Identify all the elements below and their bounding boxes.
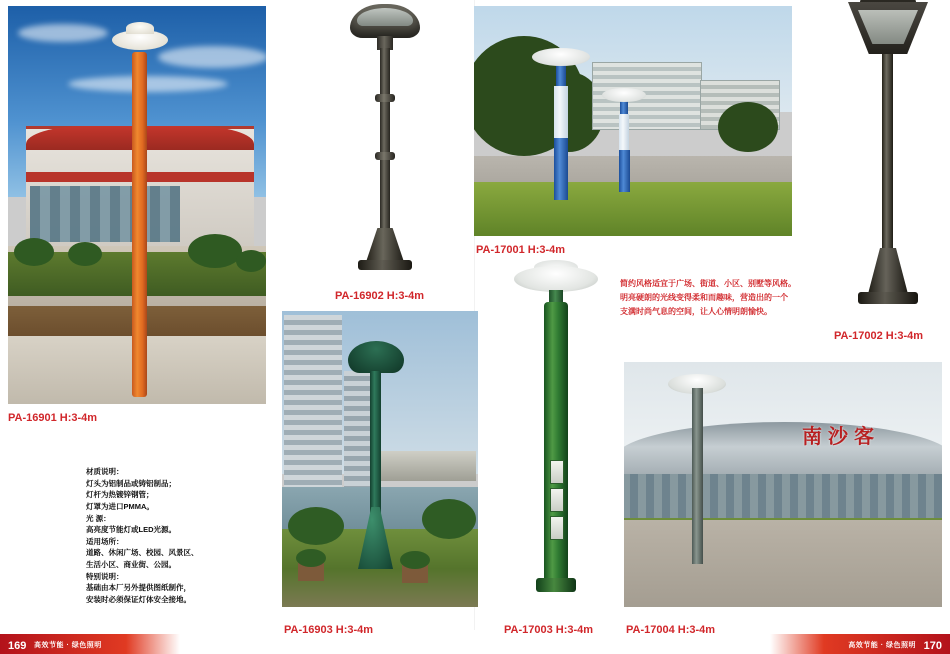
product-photo-pa-16903 xyxy=(282,311,478,607)
apartment-tower xyxy=(344,371,370,491)
cloud xyxy=(158,46,266,68)
pole-ring xyxy=(375,94,395,102)
usage-line-2: 生活小区、商业街、公园。 xyxy=(86,560,176,569)
cloud xyxy=(18,24,108,42)
lamp-base xyxy=(868,248,908,294)
lamp-head-disc xyxy=(532,48,590,66)
page-number-right: 170 xyxy=(923,640,942,652)
usage-title: 适用场所： xyxy=(86,536,124,546)
tree xyxy=(288,507,344,545)
lamp-dome xyxy=(126,22,154,34)
page-footer xyxy=(0,630,950,654)
apartment-tower xyxy=(284,315,342,493)
lamp-base xyxy=(366,228,404,262)
caption-text: PA-17001 H:3-4m xyxy=(476,244,566,256)
product-photo-pa-16901 xyxy=(8,6,266,404)
lamp-pole xyxy=(380,48,390,230)
lamp-pole-lower xyxy=(554,138,568,200)
special-note-line-1: 基础由本厂另外提供图纸制作， xyxy=(86,583,191,593)
product-drawing-pa-17002 xyxy=(832,2,944,320)
lamp-head-disc xyxy=(602,88,646,102)
material-line-2: 灯杆为热镀锌钢管； xyxy=(86,490,154,500)
description-line-3: 支满时尚气息的空间，让人心情明朗愉快。 xyxy=(620,307,772,316)
shrub xyxy=(188,234,242,268)
footer-text-right: 高效节能 · 绿色照明 xyxy=(848,642,916,649)
usage-line-1: 道路、休闲广场、校园、风景区、 xyxy=(86,548,199,558)
caption-text: PA-16901 H:3-4m xyxy=(8,412,98,424)
shrub xyxy=(236,250,266,272)
page-number-left: 169 xyxy=(8,640,27,652)
shrub xyxy=(68,242,102,266)
lawn xyxy=(474,182,792,236)
column-window xyxy=(550,488,564,512)
caption-pa-16902 xyxy=(335,290,424,302)
product-drawing-pa-17003 xyxy=(500,262,610,607)
building-glass-facade xyxy=(30,186,180,242)
lamp-pole-upper xyxy=(556,64,566,88)
caption-text: PA-16902 H:3-4m xyxy=(335,290,425,302)
material-line-3: 灯罩为进口PMMA。 xyxy=(86,501,154,511)
description-line-1: 简约风格适宜于广场、街道、小区、别墅等风格。 xyxy=(620,279,796,288)
lamp-glass xyxy=(357,8,413,26)
lamp-head-disc xyxy=(514,266,598,292)
material-line-1: 灯头为铝制品或铸铝制品； xyxy=(86,478,176,488)
footer-text-left: 高效节能 · 绿色照明 xyxy=(34,642,102,649)
caption-text: PA-17004 H:3-4m xyxy=(626,624,716,636)
light-source-title: 光 源： xyxy=(86,513,111,523)
riverside-pavilion xyxy=(378,451,476,481)
planter-shrub xyxy=(296,549,326,567)
lamp-light-tube xyxy=(619,114,629,150)
specification-block xyxy=(86,466,276,606)
product-photo-pa-17004 xyxy=(624,362,942,607)
lamp-foot xyxy=(536,578,576,592)
special-note-line-2: 安装时必须保证灯体安全接地。 xyxy=(86,594,191,604)
lamp-foot xyxy=(358,260,412,270)
description-line-2: 明亮硬朗的光线变得柔和而趣味，营造出的一个 xyxy=(620,293,788,302)
planter-shrub xyxy=(400,551,430,569)
tree xyxy=(422,499,476,539)
tree xyxy=(718,102,778,152)
light-source-line-1: 高亮度节能灯或LED光源。 xyxy=(86,525,176,535)
caption-text: PA-17002 H:3-4m xyxy=(834,330,924,342)
column-window xyxy=(550,516,564,540)
paved-apron xyxy=(624,520,942,607)
lamp-head xyxy=(348,341,404,373)
building-sign: 南沙客 xyxy=(802,426,880,448)
shrub xyxy=(14,238,54,266)
special-note-title: 特别说明： xyxy=(86,571,124,581)
caption-pa-17002 xyxy=(834,330,923,342)
lamp-light-tube xyxy=(554,86,568,138)
caption-text: PA-17003 H:3-4m xyxy=(504,624,594,636)
caption-pa-17001 xyxy=(476,244,565,256)
lamp-pole xyxy=(692,388,703,564)
caption-pa-16901 xyxy=(8,412,97,424)
pole-ring xyxy=(375,152,395,160)
product-photo-pa-17001 xyxy=(474,6,792,236)
terminal-facade xyxy=(624,474,942,522)
lamp-column xyxy=(544,302,568,582)
product-drawing-pa-16902 xyxy=(330,2,440,280)
column-window xyxy=(550,460,564,484)
description-paragraph xyxy=(620,277,836,319)
lamp-pole xyxy=(370,371,381,521)
material-title: 材质说明： xyxy=(86,467,124,476)
lamp-pole xyxy=(132,52,147,397)
lamp-foot xyxy=(858,292,918,304)
caption-text: PA-16903 H:3-4m xyxy=(284,624,374,636)
lamp-pole-lower xyxy=(619,150,630,192)
cloud xyxy=(68,76,228,92)
lamp-pole xyxy=(882,54,893,252)
